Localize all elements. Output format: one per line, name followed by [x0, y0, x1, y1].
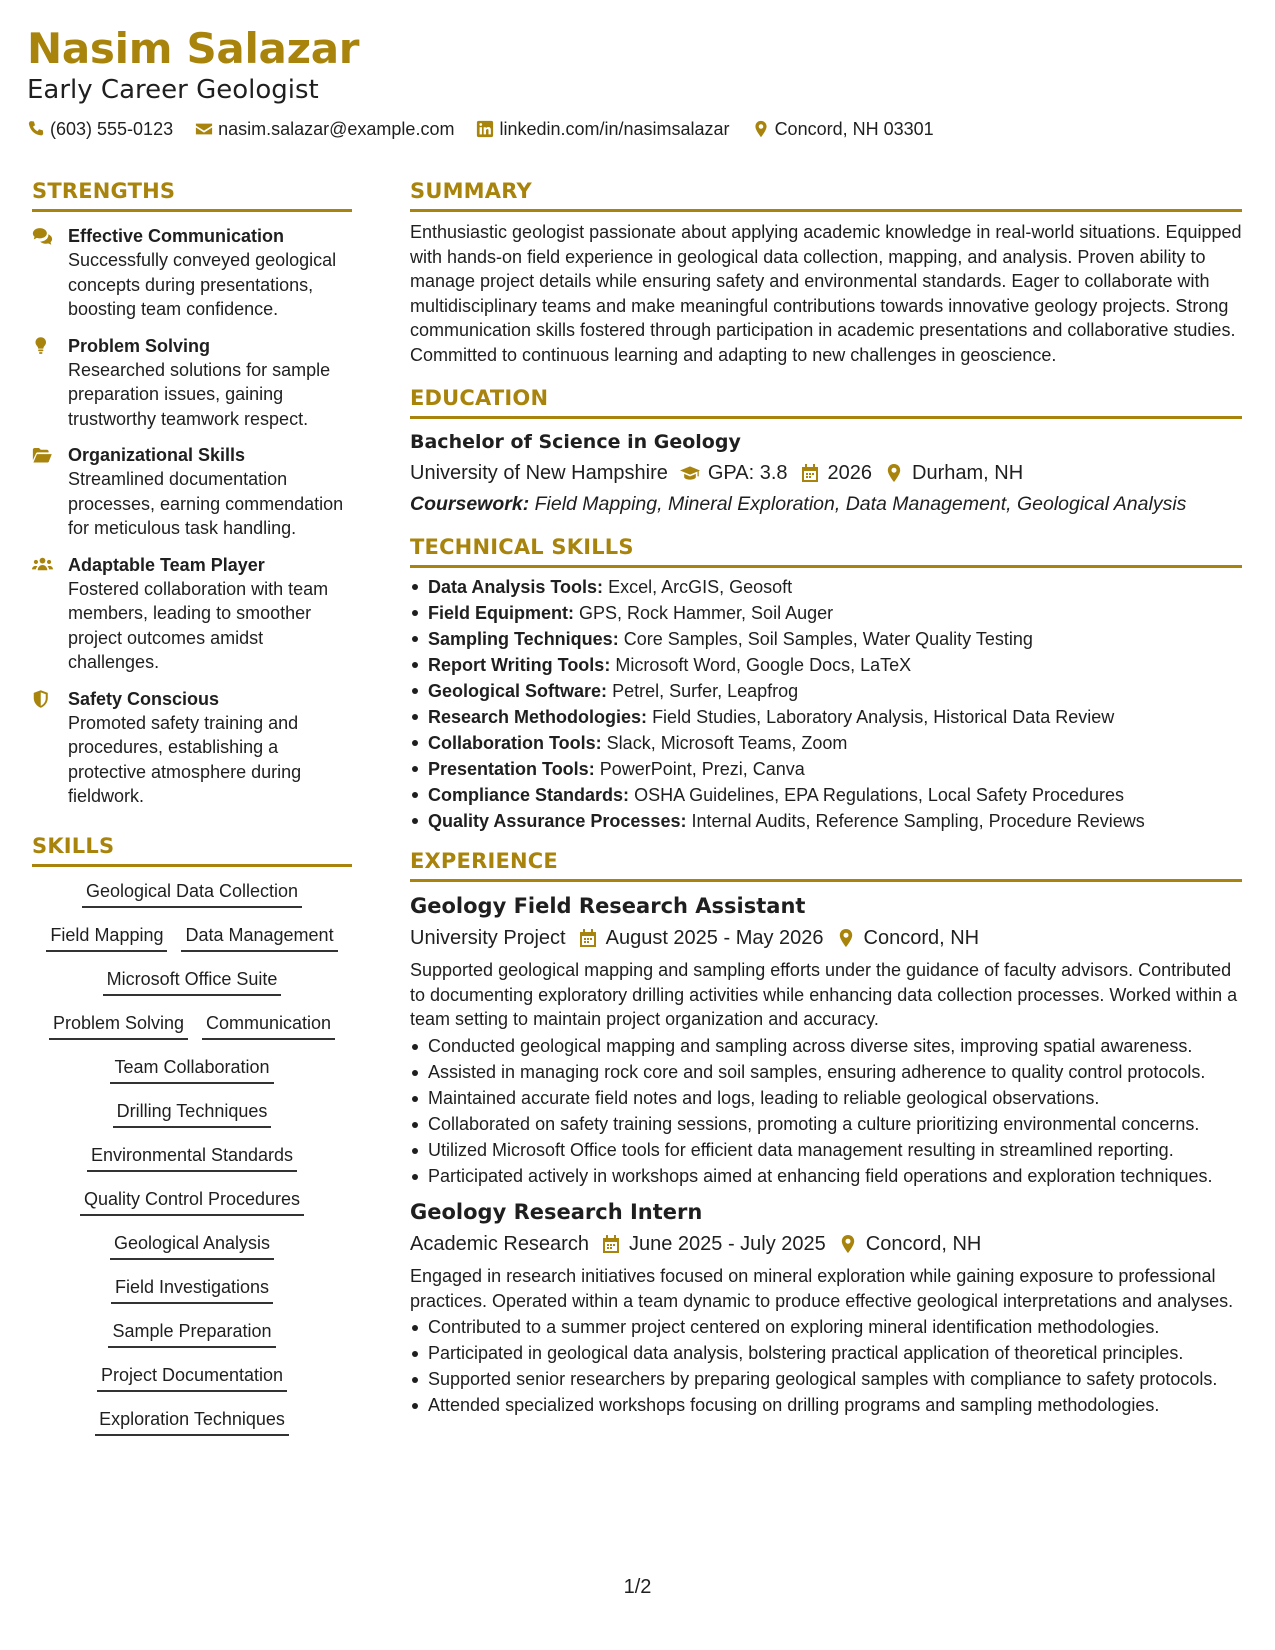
candidate-title: Early Career Geologist: [27, 75, 319, 105]
map-marker-icon: [884, 463, 904, 483]
list-item: Collaborated on safety training sessions, promoting a culture prioritizing environmental concerns.: [410, 1112, 1242, 1137]
candidate-name: Nasim Salazar: [27, 24, 360, 73]
skill-tag: Team Collaboration: [110, 1055, 273, 1084]
skill-tag: Problem Solving: [49, 1011, 188, 1040]
skills-tag-cloud: [32, 879, 352, 1451]
technical-skills-heading: TECHNICAL SKILLS: [410, 535, 634, 559]
coursework-list: Field Mapping, Mineral Exploration, Data Management, Geological Analysis: [534, 493, 1187, 515]
summary-text: Enthusiastic geologist passionate about applying academic knowledge in real-world situations. Equipped with hands-on field experience in geological data collection, mapping, and analysis. Proven ability to manage project details while ensuring safety and environmental standards. Eager to collaborate with multidisciplinary teams and make meaningful contributions towards innovative geology projects. Strong communication skills fostered through participation in academic presentations and collaborative studies. Committed to continuous learning and adapting to new challenges in geoscience.: [410, 222, 1242, 365]
map-marker-icon: [838, 1234, 858, 1254]
list-item: Attended specialized workshops focusing on drilling programs and sampling methodologies.: [410, 1393, 1242, 1418]
list-item: Contributed to a summer project centered on exploring mineral identification methodologies.: [410, 1315, 1242, 1340]
skill-tag: Project Documentation: [97, 1363, 287, 1392]
skills-section: [32, 831, 352, 1451]
list-item: [410, 704, 1242, 730]
skill-category: Compliance Standards:: [428, 785, 630, 805]
skill-category: Field Equipment:: [428, 603, 574, 623]
lightbulb-icon: [32, 337, 53, 355]
experience-heading: EXPERIENCE: [410, 849, 558, 873]
summary-section: [410, 176, 1242, 367]
skill-values: Excel, ArcGIS, Geosoft: [608, 577, 793, 597]
strength-title: Effective Communication: [68, 226, 285, 246]
job-entry: [410, 892, 1242, 1188]
coursework: [410, 490, 1242, 518]
list-item: [410, 574, 1242, 600]
contact-linkedin[interactable]: [476, 118, 729, 140]
job-bullets: [410, 1315, 1242, 1418]
skill-tag: Microsoft Office Suite: [103, 967, 282, 996]
job-dates: June 2025 - July 2025: [628, 1233, 826, 1255]
section-divider: [410, 879, 1242, 882]
job-dates: August 2025 - May 2026: [605, 927, 824, 949]
skill-tag: Data Management: [181, 923, 337, 952]
skill-values: Field Studies, Laboratory Analysis, Historical Data Review: [652, 707, 1115, 727]
grad-year: 2026: [827, 462, 873, 484]
job-org: University Project: [410, 927, 566, 949]
strength-desc: Successfully conveyed geological concepts during presentations, boosting team confidence.: [68, 250, 337, 319]
skill-tag: Field Investigations: [111, 1275, 273, 1304]
strength-item: [32, 334, 352, 432]
strength-item: [32, 687, 352, 809]
skill-category: Collaboration Tools:: [428, 733, 602, 753]
list-item: Maintained accurate field notes and logs, leading to reliable geological observations.: [410, 1086, 1242, 1111]
list-item: Conducted geological mapping and sampling across diverse sites, improving spatial awareness.: [410, 1034, 1242, 1059]
left-column: [32, 176, 352, 1451]
skill-category: Geological Software:: [428, 681, 608, 701]
location-text: Concord, NH 03301: [774, 119, 934, 139]
degree-title: Bachelor of Science in Geology: [410, 431, 741, 453]
linkedin-text: linkedin.com/in/nasimsalazar: [499, 119, 730, 139]
skill-category: Research Methodologies:: [428, 707, 648, 727]
strength-desc: Fostered collaboration with team members, leading to smoother project outcomes amidst challenges.: [68, 578, 329, 672]
section-divider: [32, 864, 352, 867]
calendar-icon: [578, 928, 598, 948]
job-location: Concord, NH: [865, 1233, 982, 1255]
skill-tag: Quality Control Procedures: [80, 1187, 304, 1216]
skill-values: Petrel, Surfer, Leapfrog: [612, 681, 799, 701]
strength-title: Safety Conscious: [68, 688, 220, 709]
list-item: Utilized Microsoft Office tools for efficient data management resulting in streamlined reporting.: [410, 1138, 1242, 1163]
technical-skills-list: [410, 574, 1242, 834]
skill-tag: Sample Preparation: [108, 1319, 275, 1348]
comments-icon: [32, 227, 53, 245]
phone-icon: [27, 120, 45, 138]
list-item: Assisted in managing rock core and soil samples, ensuring adherence to quality control protocols.: [410, 1060, 1242, 1085]
skill-values: Internal Audits, Reference Sampling, Procedure Reviews: [691, 811, 1145, 831]
job-meta: [410, 1230, 1242, 1258]
skill-category: Sampling Techniques:: [428, 629, 619, 649]
strength-item: [32, 553, 352, 675]
skill-tag: Environmental Standards: [87, 1143, 297, 1172]
skill-tag: Geological Data Collection: [82, 879, 302, 908]
skill-values: Microsoft Word, Google Docs, LaTeX: [615, 655, 912, 675]
education-section: [410, 383, 1242, 518]
technical-skills-section: [410, 532, 1242, 834]
job-location: Concord, NH: [863, 927, 980, 949]
skill-values: OSHA Guidelines, EPA Regulations, Local Safety Procedures: [634, 785, 1124, 805]
strength-desc: Streamlined documentation processes, earning commendation for meticulous task handling.: [68, 469, 344, 538]
skill-values: PowerPoint, Prezi, Canva: [599, 759, 805, 779]
strength-desc: Researched solutions for sample preparation issues, gaining trustworthy teamwork respect.: [68, 359, 331, 429]
list-item: [410, 678, 1242, 704]
section-divider: [410, 209, 1242, 212]
job-title: Geology Field Research Assistant: [410, 894, 806, 918]
skill-tag: Exploration Techniques: [95, 1407, 289, 1436]
school-location: Durham, NH: [912, 462, 1024, 484]
right-column: [410, 176, 1242, 1419]
list-item: [410, 730, 1242, 756]
list-item: [410, 626, 1242, 652]
skill-category: Report Writing Tools:: [428, 655, 611, 675]
contact-phone[interactable]: [27, 118, 173, 140]
education-meta: [410, 459, 1242, 487]
map-marker-icon: [752, 120, 770, 138]
shield-icon: [32, 690, 53, 708]
list-item: [410, 600, 1242, 626]
coursework-label: Coursework:: [410, 493, 530, 515]
linkedin-icon: [476, 120, 494, 138]
email-text: nasim.salazar@example.com: [218, 119, 455, 139]
skill-category: Presentation Tools:: [428, 759, 595, 779]
skill-tag: Geological Analysis: [110, 1231, 274, 1260]
job-entry: [410, 1198, 1242, 1418]
skill-tag: Drilling Techniques: [113, 1099, 272, 1128]
strength-title: Adaptable Team Player: [68, 554, 265, 575]
gpa-text: GPA: 3.8: [707, 462, 788, 484]
contact-location: [752, 118, 934, 140]
experience-section: [410, 846, 1242, 1418]
job-meta: [410, 924, 1242, 952]
job-org: Academic Research: [410, 1233, 589, 1255]
strength-item: [32, 224, 352, 322]
skill-values: GPS, Rock Hammer, Soil Auger: [579, 603, 834, 623]
list-item: Participated in geological data analysis, bolstering practical application of theoretical principles.: [410, 1341, 1242, 1366]
contact-email[interactable]: [195, 118, 454, 140]
list-item: Participated actively in workshops aimed at enhancing field operations and exploration techniques.: [410, 1164, 1242, 1189]
phone-text: (603) 555-0123: [50, 119, 174, 139]
envelope-icon: [195, 120, 213, 138]
strength-desc: Promoted safety training and procedures, establishing a protective atmosphere during fieldwork.: [68, 712, 302, 806]
skills-heading: SKILLS: [32, 833, 115, 858]
map-marker-icon: [836, 928, 856, 948]
job-title: Geology Research Intern: [410, 1200, 703, 1224]
users-icon: [32, 556, 53, 574]
calendar-icon: [601, 1234, 621, 1254]
section-divider: [32, 209, 352, 212]
strength-title: Organizational Skills: [68, 445, 246, 465]
resume-header: [27, 24, 1247, 140]
skill-tag: Communication: [202, 1011, 335, 1040]
page-indicator: 1/2: [623, 1576, 652, 1598]
list-item: [410, 782, 1242, 808]
strengths-section: [32, 176, 352, 809]
strength-item: [32, 443, 352, 541]
skill-category: Quality Assurance Processes:: [428, 811, 687, 831]
list-item: [410, 756, 1242, 782]
contact-bar: [27, 118, 1247, 140]
strengths-heading: STRENGTHS: [32, 179, 176, 203]
skill-category: Data Analysis Tools:: [428, 577, 604, 597]
skill-values: Slack, Microsoft Teams, Zoom: [606, 733, 848, 753]
graduation-cap-icon: [680, 463, 700, 483]
skill-values: Core Samples, Soil Samples, Water Quality Testing: [623, 629, 1033, 649]
calendar-icon: [800, 463, 820, 483]
education-heading: EDUCATION: [410, 386, 549, 410]
list-item: Supported senior researchers by preparing geological samples with compliance to safety protocols.: [410, 1367, 1242, 1392]
folder-open-icon: [32, 446, 53, 464]
job-bullets: [410, 1034, 1242, 1189]
job-description: Supported geological mapping and sampling efforts under the guidance of faculty advisors. Contributed to documenting exploratory drilling activities while enhancing data collection processes. Worked within a team setting to maintain project organization and accuracy.: [410, 960, 1238, 1029]
list-item: [410, 808, 1242, 834]
section-divider: [410, 565, 1242, 568]
list-item: [410, 652, 1242, 678]
summary-heading: SUMMARY: [410, 179, 532, 203]
skill-tag: Field Mapping: [46, 923, 167, 952]
strength-title: Problem Solving: [68, 335, 211, 356]
job-description: Engaged in research initiatives focused on mineral exploration while gaining exposure to professional practices. Operated within a team dynamic to produce effective geological interpretations and analyses.: [410, 1266, 1234, 1311]
section-divider: [410, 416, 1242, 419]
school-name: University of New Hampshire: [410, 462, 668, 484]
